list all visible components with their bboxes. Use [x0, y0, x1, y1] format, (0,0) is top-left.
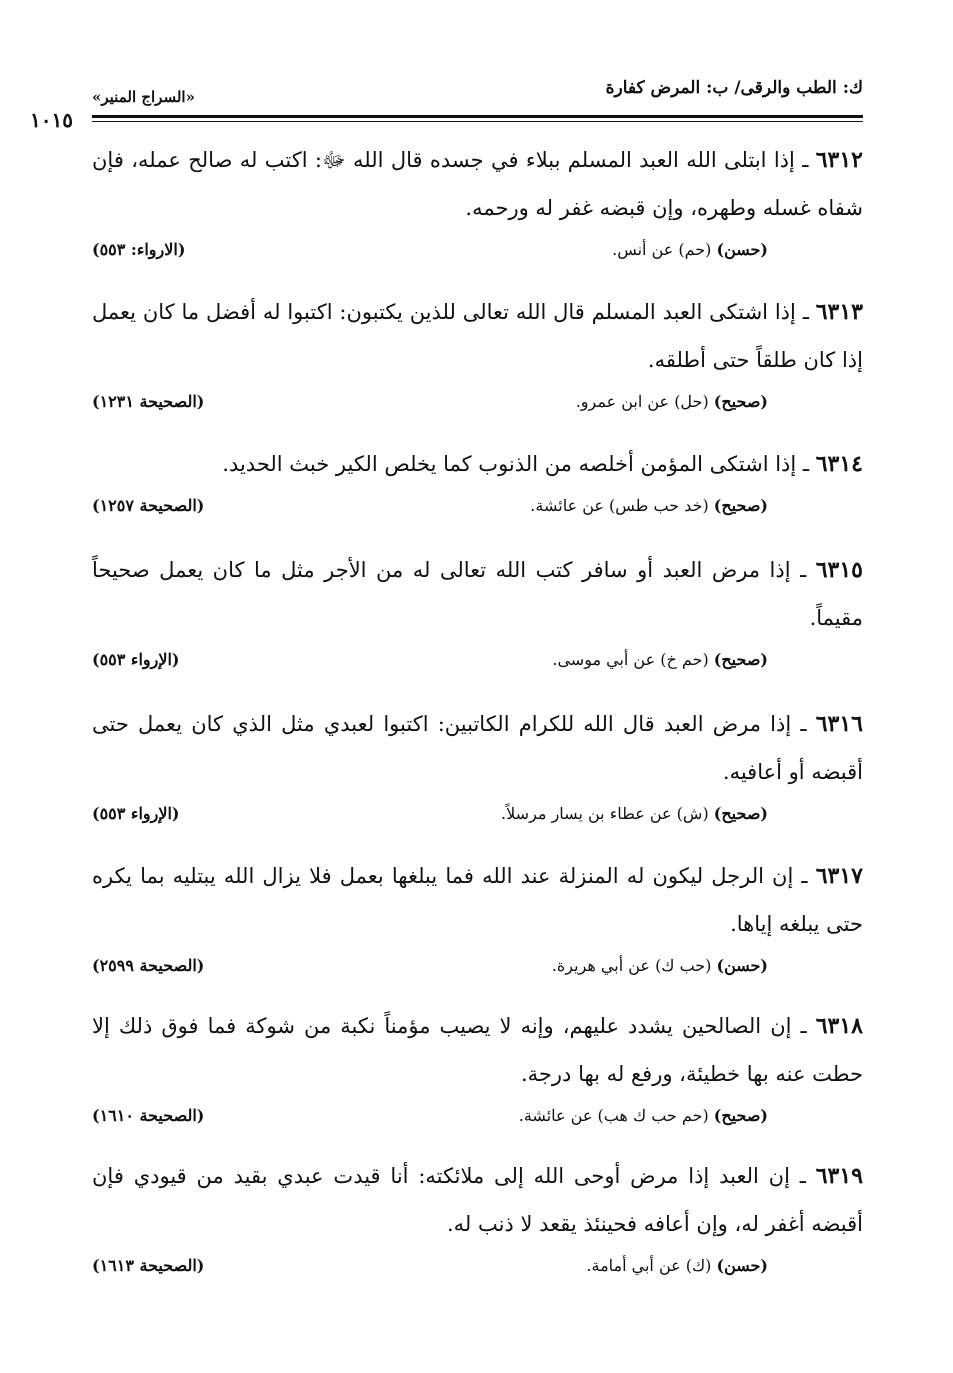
hadith-grade: (حسن)	[716, 956, 768, 975]
hadith-reference: (الصحيحة ١٦١٠)	[92, 1106, 205, 1125]
hadith-text-block: ٦٣١٨ ـ إن الصالحين يشدد عليهم، وإنه لا يصيب مؤمناً نكبة من شوكة فما فوق ذلك إلا حطت عنه بها خطيئة، ورفع له بها درجة.	[92, 1013, 863, 1086]
hadith-source	[586, 1256, 768, 1275]
hadith-entry	[92, 1152, 863, 1288]
hadith-reference: (الصحيحة ١٦١٣)	[92, 1256, 205, 1275]
hadith-entry	[92, 288, 863, 424]
hadith-meta	[92, 488, 863, 528]
hadith-text-block: ٦٣١٧ ـ إن الرجل ليكون له المنزلة عند الله فما يبلغها بعمل فلا يزال الله يبتليه بما يكره حتى يبلغه إياها.	[92, 863, 863, 936]
hadith-text: إذا اشتكى المؤمن أخلصه من الذنوب كما يخلص الكير خبث الحديد.	[222, 452, 797, 476]
hadith-reference: (الصحيحة ١٢٥٧)	[92, 496, 205, 515]
hadith-meta	[92, 796, 863, 836]
hadith-text: إن الرجل ليكون له المنزلة عند الله فما يبلغها بعمل فلا يزال الله يبتليه بما يكره حتى يبلغه إياها.	[92, 864, 863, 936]
hadith-meta	[92, 232, 863, 272]
hadith-narrator: (ش) عن عطاء بن يسار مرسلاً.	[501, 804, 709, 823]
hadith-grade: (صحيح)	[713, 1106, 768, 1125]
hadith-text: إذا مرض العبد قال الله للكرام الكاتبين: اكتبوا لعبدي مثل الذي كان يعمل حتى أقبضه أو أعافيه.	[92, 712, 863, 784]
hadith-narrator: (حم حب ك هب) عن عائشة.	[518, 1106, 709, 1125]
hadith-reference: (الصحيحة ١٢٣١)	[92, 392, 205, 411]
hadith-grade: (حسن)	[716, 240, 768, 259]
hadith-meta	[92, 1098, 863, 1138]
hadith-narrator: (حل) عن ابن عمرو.	[575, 392, 709, 411]
hadith-number: ٦٣١٩	[815, 1163, 863, 1189]
hadith-source	[552, 956, 768, 975]
hadith-grade: (صحيح)	[713, 650, 768, 669]
hadith-narrator: (حم خ) عن أبي موسى.	[552, 650, 709, 669]
hadith-meta	[92, 384, 863, 424]
header-rule	[92, 115, 863, 118]
hadith-text-block: ٦٣١٢ ـ إذا ابتلى الله العبد المسلم ببلاء في جسده قال الله ﷻ: اكتب له صالح عمله، فإن شفاه غسله وطهره، وإن قبضه غفر له ورحمه.	[92, 147, 863, 220]
hadith-source	[530, 496, 768, 515]
hadith-text: إذا اشتكى العبد المسلم قال الله تعالى للذين يكتبون: اكتبوا له أفضل ما كان يعمل إذا كان طلقاً حتى أطلقه.	[92, 300, 863, 372]
hadith-number: ٦٣١٥	[815, 557, 863, 583]
hadith-narrator: (حم) عن أنس.	[612, 240, 712, 259]
hadith-meta	[92, 642, 863, 682]
page-number: ١٠١٥	[30, 108, 73, 132]
hadith-source	[552, 650, 768, 669]
hadith-text-block: ٦٣١٥ ـ إذا مرض العبد أو سافر كتب الله تعالى له من الأجر مثل ما كان يعمل صحيحاً مقيماً.	[92, 557, 863, 630]
hadith-number: ٦٣١٢	[815, 147, 863, 173]
hadith-text-block: ٦٣١٣ ـ إذا اشتكى العبد المسلم قال الله تعالى للذين يكتبون: اكتبوا له أفضل ما كان يعمل إذا كان طلقاً حتى أطلقه.	[92, 299, 863, 372]
hadith-entry	[92, 1002, 863, 1138]
hadith-text: إذا مرض العبد أو سافر كتب الله تعالى له من الأجر مثل ما كان يعمل صحيحاً مقيماً.	[92, 558, 863, 630]
hadith-number: ٦٣١٣	[815, 299, 863, 325]
hadith-number: ٦٣١٦	[815, 711, 863, 737]
hadith-number: ٦٣١٨	[815, 1013, 863, 1039]
hadith-reference: (الإرواء ٥٥٣)	[92, 650, 180, 669]
hadith-grade: (صحيح)	[713, 392, 768, 411]
book-title: «السراج المنير»	[92, 88, 195, 106]
hadith-entry	[92, 136, 863, 272]
hadith-narrator: (ك) عن أبي أمامة.	[586, 1256, 712, 1275]
hadith-source	[519, 1106, 768, 1125]
hadith-number: ٦٣١٤	[815, 451, 863, 477]
hadith-reference: (الصحيحة ٢٥٩٩)	[92, 956, 205, 975]
hadith-text-block: ٦٣١٦ ـ إذا مرض العبد قال الله للكرام الكاتبين: اكتبوا لعبدي مثل الذي كان يعمل حتى أقبضه أو أعافيه.	[92, 711, 863, 784]
hadith-entry	[92, 700, 863, 836]
hadith-text: إذا ابتلى الله العبد المسلم ببلاء في جسده قال الله ﷻ: اكتب له صالح عمله، فإن شفاه غسله وطهره، وإن قبضه غفر له ورحمه.	[92, 148, 863, 220]
hadith-text-block: ٦٣١٤ ـ إذا اشتكى المؤمن أخلصه من الذنوب كما يخلص الكير خبث الحديد.	[222, 451, 863, 477]
chapter-header: ك: الطب والرقى/ ب: المرض كفارة	[605, 78, 863, 98]
hadith-source	[612, 240, 768, 259]
hadith-entry	[92, 440, 863, 528]
header-rule-thin	[92, 121, 863, 122]
hadith-text: إن الصالحين يشدد عليهم، وإنه لا يصيب مؤمناً نكبة من شوكة فما فوق ذلك إلا حطت عنه بها خطيئة، ورفع له بها درجة.	[92, 1014, 863, 1086]
hadith-meta	[92, 948, 863, 988]
hadith-reference: (الإرواء ٥٥٣)	[92, 804, 180, 823]
hadith-narrator: (حب ك) عن أبي هريرة.	[551, 956, 712, 975]
hadith-entry	[92, 852, 863, 988]
hadith-grade: (حسن)	[716, 1256, 768, 1275]
hadith-grade: (صحيح)	[713, 496, 768, 515]
hadith-narrator: (خد حب طس) عن عائشة.	[530, 496, 709, 515]
hadith-source	[576, 392, 768, 411]
hadith-number: ٦٣١٧	[815, 863, 863, 889]
hadith-text: إن العبد إذا مرض أوحى الله إلى ملائكته: أنا قيدت عبدي بقيد من قيودي فإن أقبضه أغفر له، وإن أعافه فحينئذ يقعد لا ذنب له.	[92, 1164, 863, 1236]
hadith-text-block: ٦٣١٩ ـ إن العبد إذا مرض أوحى الله إلى ملائكته: أنا قيدت عبدي بقيد من قيودي فإن أقبضه أغفر له، وإن أعافه فحينئذ يقعد لا ذنب له.	[92, 1163, 863, 1236]
hadith-entry	[92, 546, 863, 682]
hadith-source	[501, 804, 768, 823]
hadith-reference: (الاروا‌ء: ٥٥٣)	[92, 240, 186, 259]
hadith-grade: (صحيح)	[713, 804, 768, 823]
hadith-meta	[92, 1248, 863, 1288]
